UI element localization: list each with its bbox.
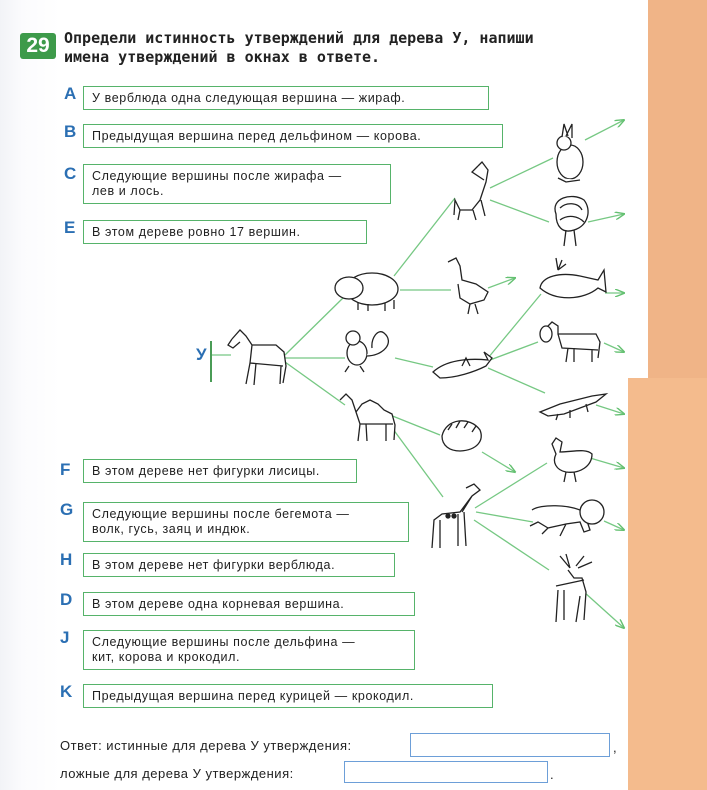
statement-line: В этом дереве ровно 17 вершин. (92, 225, 301, 239)
rabbit-icon (557, 124, 583, 182)
statement-letter-c: C (64, 164, 77, 183)
statement-line: лев и лось. (92, 184, 165, 198)
edge (490, 342, 538, 360)
statement-line: В этом дереве нет фигурки верблюда. (92, 558, 336, 572)
statement-line: У верблюда одна следующая вершина — жираф. (92, 91, 406, 105)
statement-letter-e: E (64, 218, 76, 237)
whale-icon (540, 258, 606, 298)
edge (490, 158, 553, 188)
statement-line: Следующие вершины после дельфина — (92, 635, 356, 649)
edge (604, 343, 624, 352)
statement-line: Следующие вершины после бегемота — (92, 507, 350, 521)
dolphin-icon (433, 352, 492, 378)
edge (588, 214, 624, 222)
tree-root-label: У (196, 345, 207, 364)
edge (394, 198, 455, 276)
edge (395, 358, 433, 367)
crocodile-icon (540, 394, 606, 420)
wolf-icon (454, 162, 488, 220)
statement-letter-b: B (64, 122, 77, 141)
task-number-badge: 29 (20, 33, 56, 59)
statement-line: Следующие вершины после жирафа — (92, 169, 342, 183)
statement-letter-h: H (60, 550, 73, 569)
edge (285, 296, 345, 355)
statement-letter-d: D (60, 590, 73, 609)
answer-true-label: Ответ: истинные для дерева У утверждения: (60, 738, 352, 753)
statement-letter-f: F (60, 460, 71, 479)
lion-icon (530, 500, 604, 536)
statement-line: Предыдущая вершина перед курицей — крокодил. (92, 689, 414, 703)
edge (285, 362, 345, 405)
edge (482, 452, 515, 472)
statement-letter-a: A (64, 84, 77, 103)
task-text-line: имена утверждений в окнах в ответе. (64, 48, 381, 66)
animal-figures (228, 124, 606, 622)
chicken-icon (552, 438, 592, 482)
edge (488, 294, 541, 358)
answer-false-suffix: . (550, 767, 555, 782)
edge (490, 200, 549, 222)
edge (604, 521, 624, 530)
edge (474, 520, 549, 570)
goose-icon (448, 258, 488, 314)
answer-true-suffix: , (613, 740, 618, 755)
squirrel-icon (345, 331, 388, 372)
statement-letter-g: G (60, 500, 74, 519)
answer-false-input[interactable] (344, 761, 548, 783)
edge (476, 512, 533, 522)
edge (596, 405, 624, 414)
task-text-line: Определи истинность утверждений для дерева У, напиши (64, 29, 534, 47)
statement-line: В этом дереве одна корневая вершина. (92, 597, 345, 611)
turkey-icon (555, 196, 588, 246)
cow-icon (540, 322, 600, 362)
edge (488, 368, 545, 393)
answer-true-input[interactable] (410, 733, 610, 757)
edge (390, 415, 440, 435)
edge (488, 278, 515, 288)
statement-letter-k: K (60, 682, 73, 701)
giraffe-icon (432, 484, 480, 548)
statement-line: кит, корова и крокодил. (92, 650, 241, 664)
answer-false-label: ложные для дерева У утверждения: (60, 766, 294, 781)
edge (390, 425, 443, 497)
edge (585, 120, 624, 140)
statement-line: волк, гусь, заяц и индюк. (92, 522, 251, 536)
statement-letter-j: J (60, 628, 70, 647)
statement-line: Предыдущая вершина перед дельфином — корова. (92, 129, 422, 143)
edge (590, 458, 624, 468)
horse-icon (228, 330, 286, 385)
hedgehog-icon (442, 421, 481, 451)
moose-icon (556, 554, 592, 622)
camel-icon (340, 394, 395, 441)
statement-line: В этом дереве нет фигурки лисицы. (92, 464, 320, 478)
hippo-icon (335, 273, 398, 311)
edge (584, 592, 624, 628)
